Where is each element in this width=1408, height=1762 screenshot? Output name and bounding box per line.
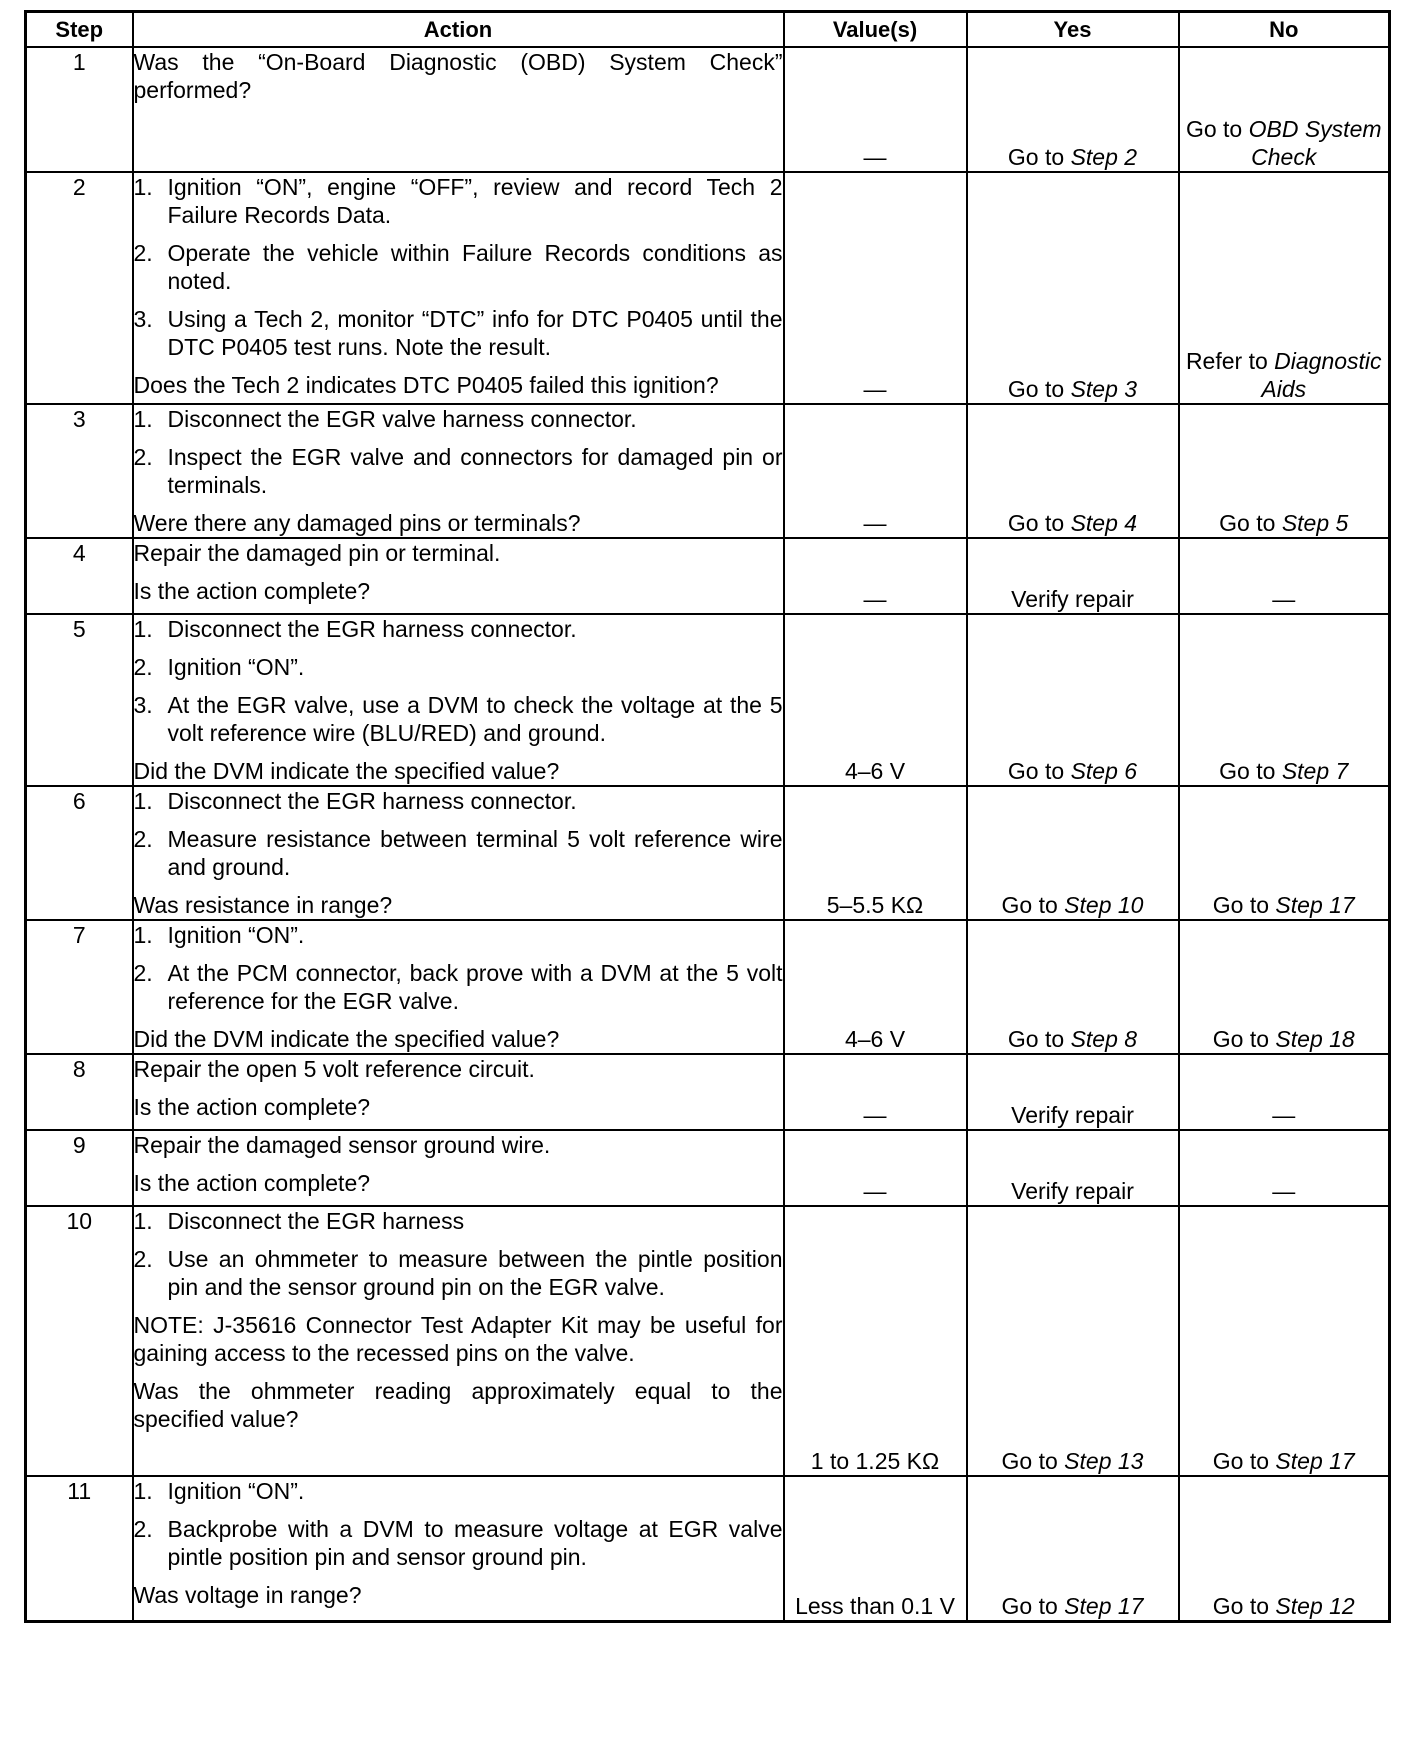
action-question: Is the action complete? xyxy=(133,1170,371,1196)
action-cell xyxy=(133,920,784,1054)
no-step-reference: Step 5 xyxy=(1281,510,1349,536)
table-row xyxy=(26,920,1390,1054)
no-cell xyxy=(1179,1206,1390,1476)
action-item-text: Disconnect the EGR harness connector. xyxy=(167,616,577,642)
no-cell xyxy=(1179,786,1390,920)
action-item-number: 2. xyxy=(133,654,153,680)
action-step-item xyxy=(134,173,783,229)
action-question: NOTE: J-35616 Connector Test Adapter Kit may be useful for gaining access to the recessed pins on the valve. xyxy=(133,1312,783,1366)
no-text: Go to xyxy=(1219,758,1282,784)
yes-text: Go to xyxy=(1007,1026,1071,1052)
no-cell xyxy=(1179,614,1390,786)
action-item-text: At the EGR valve, use a DVM to check the voltage at the 5 volt reference wire (BLU/RED) and ground. xyxy=(167,692,783,746)
action-question: Repair the open 5 volt reference circuit. xyxy=(133,1056,535,1082)
yes-text: Verify repair xyxy=(1011,586,1134,612)
yes-cell xyxy=(967,920,1179,1054)
value-cell: — xyxy=(784,404,967,538)
action-item-number: 1. xyxy=(133,1208,153,1234)
step-number: 8 xyxy=(26,1054,133,1130)
value-cell: 4–6 V xyxy=(784,614,967,786)
yes-cell xyxy=(967,786,1179,920)
value-cell: — xyxy=(784,172,967,404)
action-step-item xyxy=(134,825,783,881)
value-cell: — xyxy=(784,538,967,614)
yes-step-reference: Step 13 xyxy=(1064,1448,1144,1474)
action-item-text: At the PCM connector, back prove with a DVM at the 5 volt reference for the EGR valve. xyxy=(167,960,783,1014)
yes-text: Go to xyxy=(1007,510,1071,536)
table-row xyxy=(26,172,1390,404)
no-cell xyxy=(1179,404,1390,538)
value-cell: 4–6 V xyxy=(784,920,967,1054)
step-number: 1 xyxy=(26,47,133,172)
yes-cell xyxy=(967,1054,1179,1130)
action-item-text: Using a Tech 2, monitor “DTC” info for DTC P0405 until the DTC P0405 test runs. Note the result. xyxy=(167,306,783,360)
action-item-text: Operate the vehicle within Failure Records conditions as noted. xyxy=(167,240,783,294)
step-number: 7 xyxy=(26,920,133,1054)
step-number: 6 xyxy=(26,786,133,920)
no-step-reference: Diagnostic Aids xyxy=(1261,348,1382,402)
action-cell xyxy=(133,786,784,920)
no-cell xyxy=(1179,1054,1390,1130)
no-text: Go to xyxy=(1212,1026,1276,1052)
action-cell xyxy=(133,538,784,614)
no-text: Go to xyxy=(1212,892,1276,918)
yes-text: Verify repair xyxy=(1011,1178,1134,1204)
action-cell xyxy=(133,47,784,172)
no-text: Go to xyxy=(1212,1592,1276,1619)
yes-text: Go to xyxy=(1007,758,1071,784)
yes-text: Go to xyxy=(1007,144,1071,170)
step-number: 9 xyxy=(26,1130,133,1206)
action-step-item xyxy=(134,787,783,815)
table-row xyxy=(26,1476,1390,1621)
table-row xyxy=(26,614,1390,786)
yes-step-reference: Step 2 xyxy=(1070,144,1138,170)
yes-cell xyxy=(967,1206,1179,1476)
table-row xyxy=(26,538,1390,614)
table-row xyxy=(26,1054,1390,1130)
action-item-number: 1. xyxy=(133,174,153,200)
no-text: — xyxy=(1272,1102,1296,1128)
no-step-reference: Step 17 xyxy=(1275,892,1355,918)
action-item-text: Disconnect the EGR harness xyxy=(167,1208,465,1234)
no-text: Go to xyxy=(1212,1448,1276,1474)
action-step-item xyxy=(134,305,783,361)
yes-text: Go to xyxy=(1001,892,1065,918)
diagnostic-table xyxy=(24,10,1391,1623)
header-row xyxy=(26,12,1390,48)
yes-step-reference: Step 17 xyxy=(1064,1592,1144,1619)
no-cell xyxy=(1179,538,1390,614)
value-cell: — xyxy=(784,47,967,172)
yes-text: Go to xyxy=(1001,1448,1065,1474)
no-text: Go to xyxy=(1185,116,1249,142)
action-cell xyxy=(133,614,784,786)
action-item-number: 1. xyxy=(133,406,153,432)
action-question: Did the DVM indicate the specified value? xyxy=(133,758,560,784)
action-cell xyxy=(133,1476,784,1621)
action-question: Is the action complete? xyxy=(133,578,371,604)
action-question: Does the Tech 2 indicates DTC P0405 failed this ignition? xyxy=(133,372,719,398)
action-step-item xyxy=(134,691,783,747)
yes-cell xyxy=(967,172,1179,404)
action-item-number: 3. xyxy=(133,306,153,332)
action-cell xyxy=(133,1054,784,1130)
action-item-text: Backprobe with a DVM to measure voltage at EGR valve pintle position pin and sensor ground pin. xyxy=(167,1516,783,1570)
value-cell: — xyxy=(784,1130,967,1206)
step-number: 3 xyxy=(26,404,133,538)
action-item-text: Measure resistance between terminal 5 volt reference wire and ground. xyxy=(167,826,783,880)
action-question: Is the action complete? xyxy=(133,1094,371,1120)
action-cell xyxy=(133,1206,784,1476)
table-row xyxy=(26,1206,1390,1476)
action-item-number: 2. xyxy=(133,1516,153,1542)
action-question: Repair the damaged pin or terminal. xyxy=(133,540,501,566)
no-text: Go to xyxy=(1219,510,1282,536)
action-item-number: 2. xyxy=(133,240,153,266)
action-step-item xyxy=(134,1515,783,1571)
step-number: 10 xyxy=(26,1206,133,1476)
action-step-item xyxy=(134,1207,783,1235)
action-question: Were there any damaged pins or terminals? xyxy=(133,510,581,536)
no-cell xyxy=(1179,1130,1390,1206)
action-step-item xyxy=(134,1245,783,1301)
yes-text: Go to xyxy=(1001,1592,1065,1619)
action-item-number: 1. xyxy=(133,788,153,814)
header-action: Action xyxy=(133,12,784,48)
action-item-text: Ignition “ON”, engine “OFF”, review and record Tech 2 Failure Records Data. xyxy=(167,174,783,228)
action-step-item xyxy=(134,653,783,681)
no-text: Refer to xyxy=(1185,348,1275,374)
action-item-number: 2. xyxy=(133,826,153,852)
yes-step-reference: Step 8 xyxy=(1070,1026,1138,1052)
action-item-number: 2. xyxy=(133,960,153,986)
action-item-number: 2. xyxy=(133,1246,153,1272)
action-step-item xyxy=(134,239,783,295)
value-cell: — xyxy=(784,1054,967,1130)
step-number: 11 xyxy=(26,1476,133,1621)
no-step-reference: Step 12 xyxy=(1275,1592,1355,1619)
header-values: Value(s) xyxy=(784,12,967,48)
no-step-reference: Step 17 xyxy=(1275,1448,1355,1474)
action-cell xyxy=(133,404,784,538)
yes-cell xyxy=(967,1476,1179,1621)
header-step: Step xyxy=(26,12,133,48)
yes-step-reference: Step 4 xyxy=(1070,510,1138,536)
yes-cell xyxy=(967,538,1179,614)
action-item-text: Use an ohmmeter to measure between the pintle position pin and the sensor ground pin on the EGR valve. xyxy=(167,1246,783,1300)
table-row xyxy=(26,47,1390,172)
no-step-reference: Step 7 xyxy=(1281,758,1349,784)
action-question: Repair the damaged sensor ground wire. xyxy=(133,1132,551,1158)
header-no: No xyxy=(1179,12,1390,48)
table-row xyxy=(26,786,1390,920)
diagnostic-page xyxy=(24,10,1388,1750)
step-number: 2 xyxy=(26,172,133,404)
action-item-text: Ignition “ON”. xyxy=(167,654,305,680)
no-cell xyxy=(1179,1476,1390,1621)
yes-step-reference: Step 10 xyxy=(1064,892,1144,918)
action-step-item xyxy=(134,1477,783,1505)
action-item-text: Ignition “ON”. xyxy=(167,922,305,948)
no-text: — xyxy=(1272,1178,1296,1204)
no-text: — xyxy=(1272,586,1296,612)
no-cell xyxy=(1179,920,1390,1054)
step-number: 5 xyxy=(26,614,133,786)
value-cell: 1 to 1.25 KΩ xyxy=(784,1206,967,1476)
action-question: Was the ohmmeter reading approximately equal to the specified value? xyxy=(133,1378,783,1432)
action-item-number: 1. xyxy=(133,616,153,642)
table-row xyxy=(26,1130,1390,1206)
yes-text: Verify repair xyxy=(1011,1102,1134,1128)
yes-cell xyxy=(967,1130,1179,1206)
table-row xyxy=(26,404,1390,538)
action-step-item xyxy=(134,959,783,1015)
no-step-reference: OBD System Check xyxy=(1248,116,1382,170)
action-step-item xyxy=(134,615,783,643)
header-yes: Yes xyxy=(967,12,1179,48)
no-step-reference: Step 18 xyxy=(1275,1026,1355,1052)
value-cell: Less than 0.1 V xyxy=(784,1476,967,1621)
yes-cell xyxy=(967,47,1179,172)
value-cell: 5–5.5 KΩ xyxy=(784,786,967,920)
no-cell xyxy=(1179,172,1390,404)
yes-text: Go to xyxy=(1007,376,1071,402)
action-question: Was resistance in range? xyxy=(133,892,393,918)
table-body xyxy=(26,47,1390,1621)
action-item-number: 3. xyxy=(133,692,153,718)
action-item-text: Ignition “ON”. xyxy=(167,1478,305,1504)
action-item-number: 1. xyxy=(133,1478,153,1504)
action-question: Was voltage in range? xyxy=(133,1582,362,1608)
yes-step-reference: Step 3 xyxy=(1070,376,1138,402)
yes-step-reference: Step 6 xyxy=(1070,758,1138,784)
no-cell xyxy=(1179,47,1390,172)
action-item-number: 2. xyxy=(133,444,153,470)
action-step-item xyxy=(134,405,783,433)
action-cell xyxy=(133,172,784,404)
action-step-item xyxy=(134,443,783,499)
action-item-text: Inspect the EGR valve and connectors for damaged pin or terminals. xyxy=(167,444,783,498)
step-number: 4 xyxy=(26,538,133,614)
action-item-text: Disconnect the EGR valve harness connector. xyxy=(167,406,637,432)
yes-cell xyxy=(967,614,1179,786)
action-question: Was the “On-Board Diagnostic (OBD) System Check” performed? xyxy=(133,49,783,103)
action-step-item xyxy=(134,921,783,949)
action-item-number: 1. xyxy=(133,922,153,948)
action-question: Did the DVM indicate the specified value? xyxy=(133,1026,560,1052)
yes-cell xyxy=(967,404,1179,538)
action-cell xyxy=(133,1130,784,1206)
action-item-text: Disconnect the EGR harness connector. xyxy=(167,788,577,814)
